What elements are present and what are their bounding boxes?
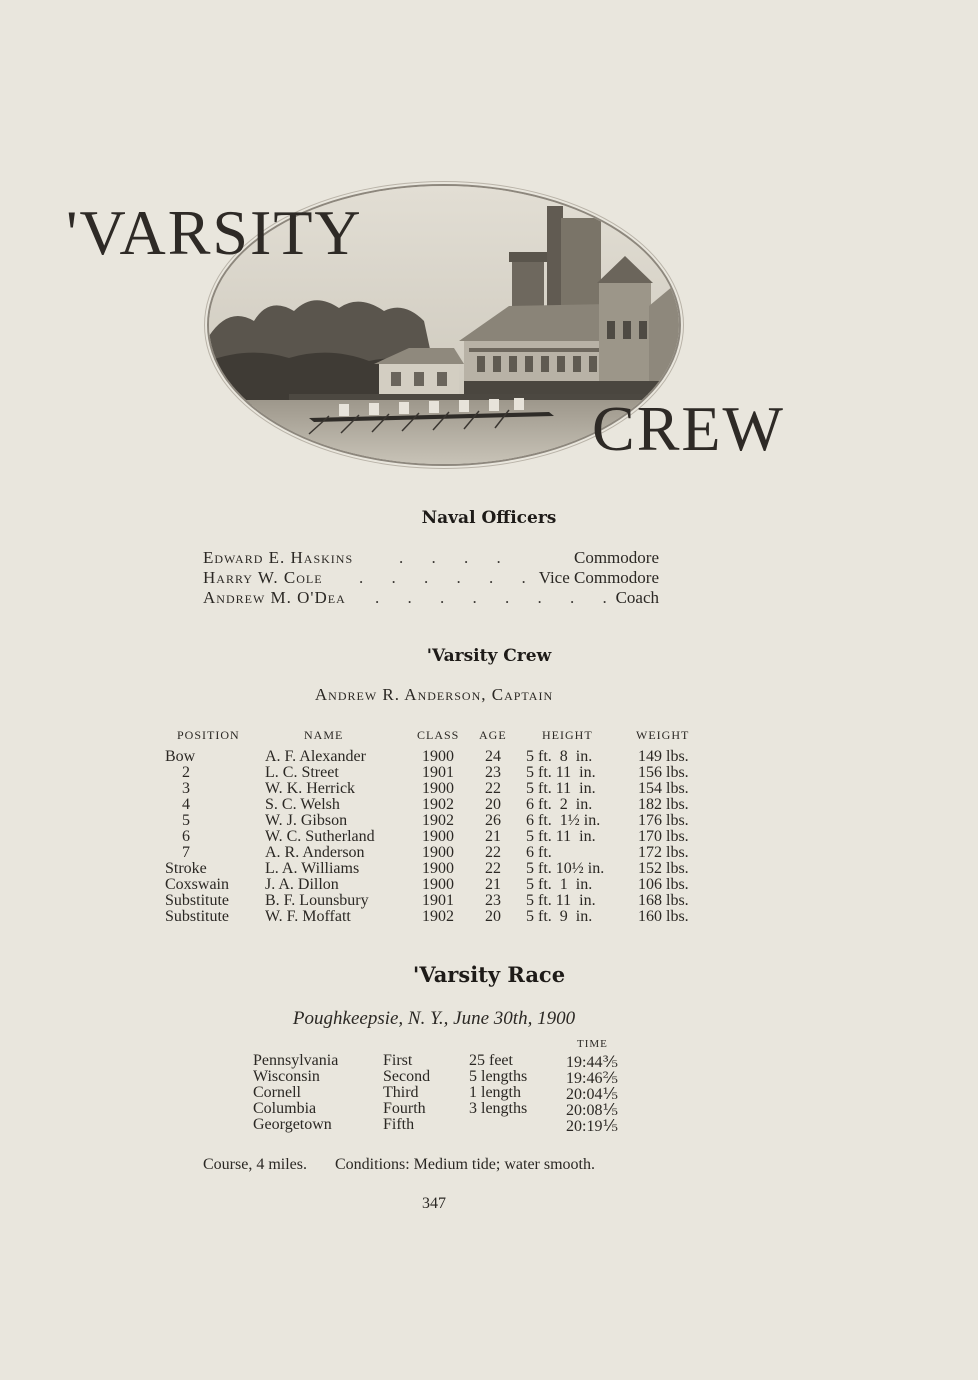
crew-height: 5 ft. 1 in. — [526, 876, 593, 893]
race-result-row — [253, 1084, 673, 1103]
captain-line: Andrew R. Anderson, Captain — [314, 685, 554, 704]
race-result-row — [253, 1100, 673, 1119]
crew-name: W. F. Moffatt — [265, 908, 351, 925]
crew-age: 23 — [485, 764, 501, 781]
crew-name: L. A. Williams — [265, 860, 360, 877]
page-number: 347 — [422, 1195, 446, 1212]
crew-class: 1900 — [422, 860, 454, 877]
crew-weight: 176 lbs. — [638, 812, 689, 829]
crew-weight: 182 lbs. — [638, 796, 689, 813]
crew-height: 6 ft. 2 in. — [526, 796, 593, 813]
heading-crew: CREW — [592, 393, 785, 464]
crew-class: 1902 — [422, 908, 454, 925]
crew-age: 24 — [485, 748, 501, 765]
crew-height: 5 ft. 11 in. — [526, 828, 596, 845]
crew-height: 5 ft. 8 in. — [526, 748, 593, 765]
race-result-row — [253, 1116, 673, 1135]
crew-height: 5 ft. 11 in. — [526, 780, 596, 797]
crew-class: 1900 — [422, 780, 454, 797]
crew-class: 1900 — [422, 876, 454, 893]
leader-dots: . . . . — [399, 548, 513, 567]
race-place: Third — [383, 1084, 419, 1101]
race-result-row — [253, 1068, 673, 1087]
crew-weight: 172 lbs. — [638, 844, 689, 861]
race-place: First — [383, 1052, 413, 1069]
race-time: 19:46⅖ — [566, 1070, 618, 1087]
race-margin: 5 lengths — [469, 1068, 528, 1085]
varsity-race-heading: 'Varsity Race — [412, 962, 566, 987]
race-place: Fourth — [383, 1100, 426, 1117]
race-time: 19:44⅗ — [566, 1054, 618, 1071]
crew-name: L. C. Street — [265, 764, 339, 781]
race-team: Wisconsin — [253, 1068, 320, 1085]
crew-age: 21 — [485, 828, 501, 845]
crew-age: 21 — [485, 876, 501, 893]
header-class: CLASS — [417, 728, 460, 742]
crew-weight: 152 lbs. — [638, 860, 689, 877]
crew-age: 22 — [485, 780, 501, 797]
crew-class: 1902 — [422, 796, 454, 813]
race-time: 20:08⅕ — [566, 1102, 618, 1119]
crew-age: 22 — [485, 860, 501, 877]
header-height: HEIGHT — [542, 728, 593, 742]
crew-age: 20 — [485, 908, 501, 925]
crew-position: 4 — [182, 796, 190, 813]
crew-position: Substitute — [165, 892, 230, 909]
crew-position: 5 — [182, 812, 190, 829]
crew-class: 1900 — [422, 844, 454, 861]
race-place-date: Poughkeepsie, N. Y., June 30th, 1900 — [292, 1008, 576, 1029]
time-header: TIME — [577, 1038, 608, 1050]
header-position: POSITION — [177, 728, 240, 742]
crew-class: 1902 — [422, 812, 454, 829]
heading-varsity: 'VARSITY — [66, 197, 363, 268]
crew-age: 26 — [485, 812, 501, 829]
crew-weight: 160 lbs. — [638, 908, 689, 925]
officer-name: Edward E. Haskins — [203, 548, 354, 567]
header-age: AGE — [479, 728, 507, 742]
officers-list — [203, 548, 663, 608]
course-length: Course, 4 miles. — [203, 1156, 307, 1173]
crew-position: 2 — [182, 764, 190, 781]
crew-name: A. F. Alexander — [265, 748, 366, 765]
header-name: NAME — [304, 728, 344, 742]
crew-weight: 170 lbs. — [638, 828, 689, 845]
varsity-crew-heading: 'Varsity Crew — [426, 646, 552, 666]
crew-weight: 156 lbs. — [638, 764, 689, 781]
leader-dots: . . . . . . — [359, 568, 538, 587]
header-weight: WEIGHT — [636, 728, 690, 742]
race-margin: 25 feet — [469, 1052, 513, 1069]
crew-height: 5 ft. 11 in. — [526, 892, 596, 909]
race-result-row — [253, 1052, 673, 1071]
race-team: Pennsylvania — [253, 1052, 339, 1069]
officer-row — [203, 548, 663, 568]
crew-weight: 154 lbs. — [638, 780, 689, 797]
crew-weight: 168 lbs. — [638, 892, 689, 909]
race-time: 20:04⅕ — [566, 1086, 618, 1103]
crew-name: A. R. Anderson — [265, 844, 365, 861]
naval-officers-heading: Naval Officers — [421, 508, 557, 528]
crew-height: 5 ft. 11 in. — [526, 764, 596, 781]
race-place: Second — [383, 1068, 431, 1085]
officer-role: Commodore — [574, 548, 659, 567]
race-team: Georgetown — [253, 1116, 332, 1133]
crew-weight: 149 lbs. — [638, 748, 689, 765]
crew-class: 1901 — [422, 892, 454, 909]
race-conditions: Conditions: Medium tide; water smooth. — [335, 1156, 595, 1173]
officer-row — [203, 588, 663, 608]
crew-position: 6 — [182, 828, 190, 845]
crew-position: Coxswain — [165, 876, 229, 893]
crew-position: Stroke — [165, 860, 207, 877]
race-conditions-line — [203, 1156, 595, 1174]
race-margin: 3 lengths — [469, 1100, 528, 1117]
officer-name: Andrew M. O'Dea — [203, 588, 346, 607]
crew-height: 5 ft. 10½ in. — [526, 860, 605, 877]
race-team: Columbia — [253, 1100, 317, 1117]
crew-class: 1901 — [422, 764, 454, 781]
crew-height: 6 ft. — [526, 844, 552, 861]
crew-position: 7 — [182, 844, 190, 861]
officer-role: Vice Commodore — [538, 568, 659, 587]
crew-weight: 106 lbs. — [638, 876, 689, 893]
crew-name: W. C. Sutherland — [265, 828, 375, 845]
race-time: 20:19⅕ — [566, 1118, 618, 1135]
officer-name: Harry W. Cole — [203, 568, 323, 587]
crew-position: Substitute — [165, 908, 230, 925]
officer-row — [203, 568, 663, 588]
crew-name: S. C. Welsh — [265, 796, 340, 813]
crew-position: Bow — [165, 748, 196, 765]
officer-role: Coach — [615, 588, 659, 607]
leader-dots: . . . . . . . . — [375, 588, 619, 607]
crew-name: B. F. Lounsbury — [265, 892, 369, 909]
crew-name: W. J. Gibson — [265, 812, 348, 829]
crew-age: 22 — [485, 844, 501, 861]
crew-class: 1900 — [422, 828, 454, 845]
crew-name: W. K. Herrick — [265, 780, 356, 797]
race-margin: 1 length — [469, 1084, 521, 1101]
race-team: Cornell — [253, 1084, 301, 1101]
crew-class: 1900 — [422, 748, 454, 765]
race-place: Fifth — [383, 1116, 415, 1133]
crew-age: 20 — [485, 796, 501, 813]
crew-height: 5 ft. 9 in. — [526, 908, 593, 925]
crew-name: J. A. Dillon — [265, 876, 339, 893]
crew-age: 23 — [485, 892, 501, 909]
crew-height: 6 ft. 1½ in. — [526, 812, 601, 829]
crew-position: 3 — [182, 780, 190, 797]
